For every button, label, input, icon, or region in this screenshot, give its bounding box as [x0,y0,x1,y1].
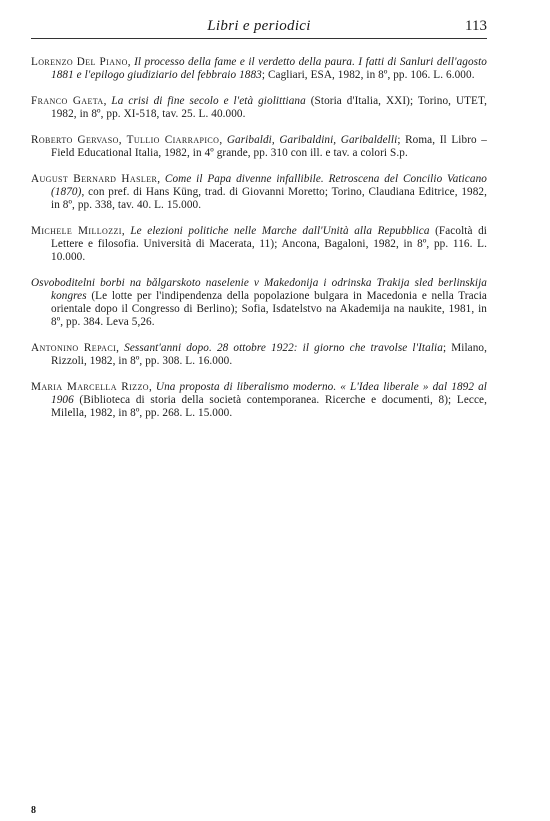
entry-details: ; Roma, Il Libro – Field Educational Italia, 1982, in 4º grande, pp. 310 con ill. e tav. a colori S.p. [51,134,487,159]
entry-title: Come il Papa divenne infallibile. Retroscena del Concilio Vaticano (1870) [51,173,487,198]
entry-details: , con pref. di Hans Küng, trad. di Giovanni Moretto; Torino, Claudiana Editrice, 1982, in 8º, pp. 338, tav. 40. L. 15.000. [51,186,487,211]
entry-title: Il processo della fame e il verdetto della paura. I fatti di Sanluri dell'agosto 1881 e l'epilogo giudiziario del febbraio 1883 [51,56,488,81]
entry-details: (Le lotte per l'indipendenza della popolazione bulgara in Macedonia e nella Tracia orientale dopo il Congresso di Berlino); Sofia, Isdatelstvo na Akademija na naukite, 1981, in 8º, pp. 384. Leva 5,26. [51,290,487,328]
entry-author: Antonino Repaci [31,342,117,354]
bibliography-entry: August Bernard Hasler, Come il Papa divenne infallibile. Retroscena del Concilio Vaticano (1870), con pref. di Hans Küng, trad. di Giovanni Moretto; Torino, Claudiana Editrice, 1982, in 8º, pp. 338, tav. 40. L. 15.000. [31,173,487,211]
bibliography-entry [31,277,487,329]
running-head [31,16,487,39]
entry-author: August Bernard Hasler [31,173,158,185]
entry-title: La crisi di fine secolo e l'età giolittiana [111,95,306,107]
printer-signature: 8 [31,805,36,816]
entry-title: Sessant'anni dopo. 28 ottobre 1922: il giorno che travolse l'Italia [124,342,443,354]
entry-title: Garibaldi, Garibaldini, Garibaldelli [226,134,398,146]
page-number: 113 [465,18,487,34]
entry-author: Lorenzo Del Piano [31,56,128,68]
entry-details: (Storia d'Italia, XXI); Torino, UTET, 1982, in 8º, pp. XI-518, tav. 25. L. 40.000. [51,95,487,120]
entry-title: Osvoboditelni borbi na bălgarskoto naselenie v Makedonija i odrinska Trakija sled berlinskija kongres [31,277,487,302]
running-title: Libri e periodici [207,18,311,34]
entry-details: (Facoltà di Lettere e filosofia. Università di Macerata, 11); Ancona, Bagaloni, 1982, in 8º, pp. 116. L. 10.000. [51,225,488,263]
entry-author: Roberto Gervaso, Tullio Ciarrapico [31,134,220,146]
entry-details: ; Cagliari, ESA, 1982, in 8º, pp. 106. L. 6.000. [261,69,475,81]
bibliography-entry: Roberto Gervaso, Tullio Ciarrapico, Garibaldi, Garibaldini, Garibaldelli; Roma, Il Libro – Field Educational Italia, 1982, in 4º grande, pp. 310 con ill. e tav. a colori S.p. [31,134,487,159]
bibliography-entry: Antonino Repaci, Sessant'anni dopo. 28 ottobre 1922: il giorno che travolse l'Italia; Milano, Rizzoli, 1982, in 8º, pp. 308. L. 16.000. [31,342,488,367]
bibliography-list [31,56,487,433]
entry-author: Franco Gaeta [31,95,104,107]
entry-author: Maria Marcella Rizzo [31,381,149,393]
entry-details: (Biblioteca di storia della società contemporanea. Ricerche e documenti, 8); Lecce, Milella, 1982, in 8º, pp. 268. L. 15.000. [51,394,487,419]
bibliography-entry: Maria Marcella Rizzo, Una proposta di liberalismo moderno. « L'Idea liberale » dal 1892 al 1906 (Biblioteca di storia della società contemporanea. Ricerche e documenti, 8); Lecce, Milella, 1982, in 8º, pp. 268. L. 15.000. [31,381,488,419]
bibliography-entry: Lorenzo Del Piano, Il processo della fame e il verdetto della paura. I fatti di Sanluri dell'agosto 1881 e l'epilogo giudiziario del febbraio 1883; Cagliari, ESA, 1982, in 8º, pp. 106. L. 6.000. [31,56,488,81]
entry-title: Una proposta di liberalismo moderno. « L'Idea liberale » dal 1892 al 1906 [51,381,488,406]
entry-author: Michele Millozzi [31,225,122,237]
bibliography-entry: Franco Gaeta, La crisi di fine secolo e l'età giolittiana (Storia d'Italia, XXI); Torino, UTET, 1982, in 8º, pp. XI-518, tav. 25. L. 40.000. [31,95,487,120]
entry-details: ; Milano, Rizzoli, 1982, in 8º, pp. 308. L. 16.000. [51,342,488,367]
entry-title: Le elezioni politiche nelle Marche dall'Unità alla Repubblica [130,225,430,237]
bibliography-entry: Michele Millozzi, Le elezioni politiche nelle Marche dall'Unità alla Repubblica (Facoltà di Lettere e filosofia. Università di Macerata, 11); Ancona, Bagaloni, 1982, in 8º, pp. 116. L. 10.000. [31,225,488,263]
